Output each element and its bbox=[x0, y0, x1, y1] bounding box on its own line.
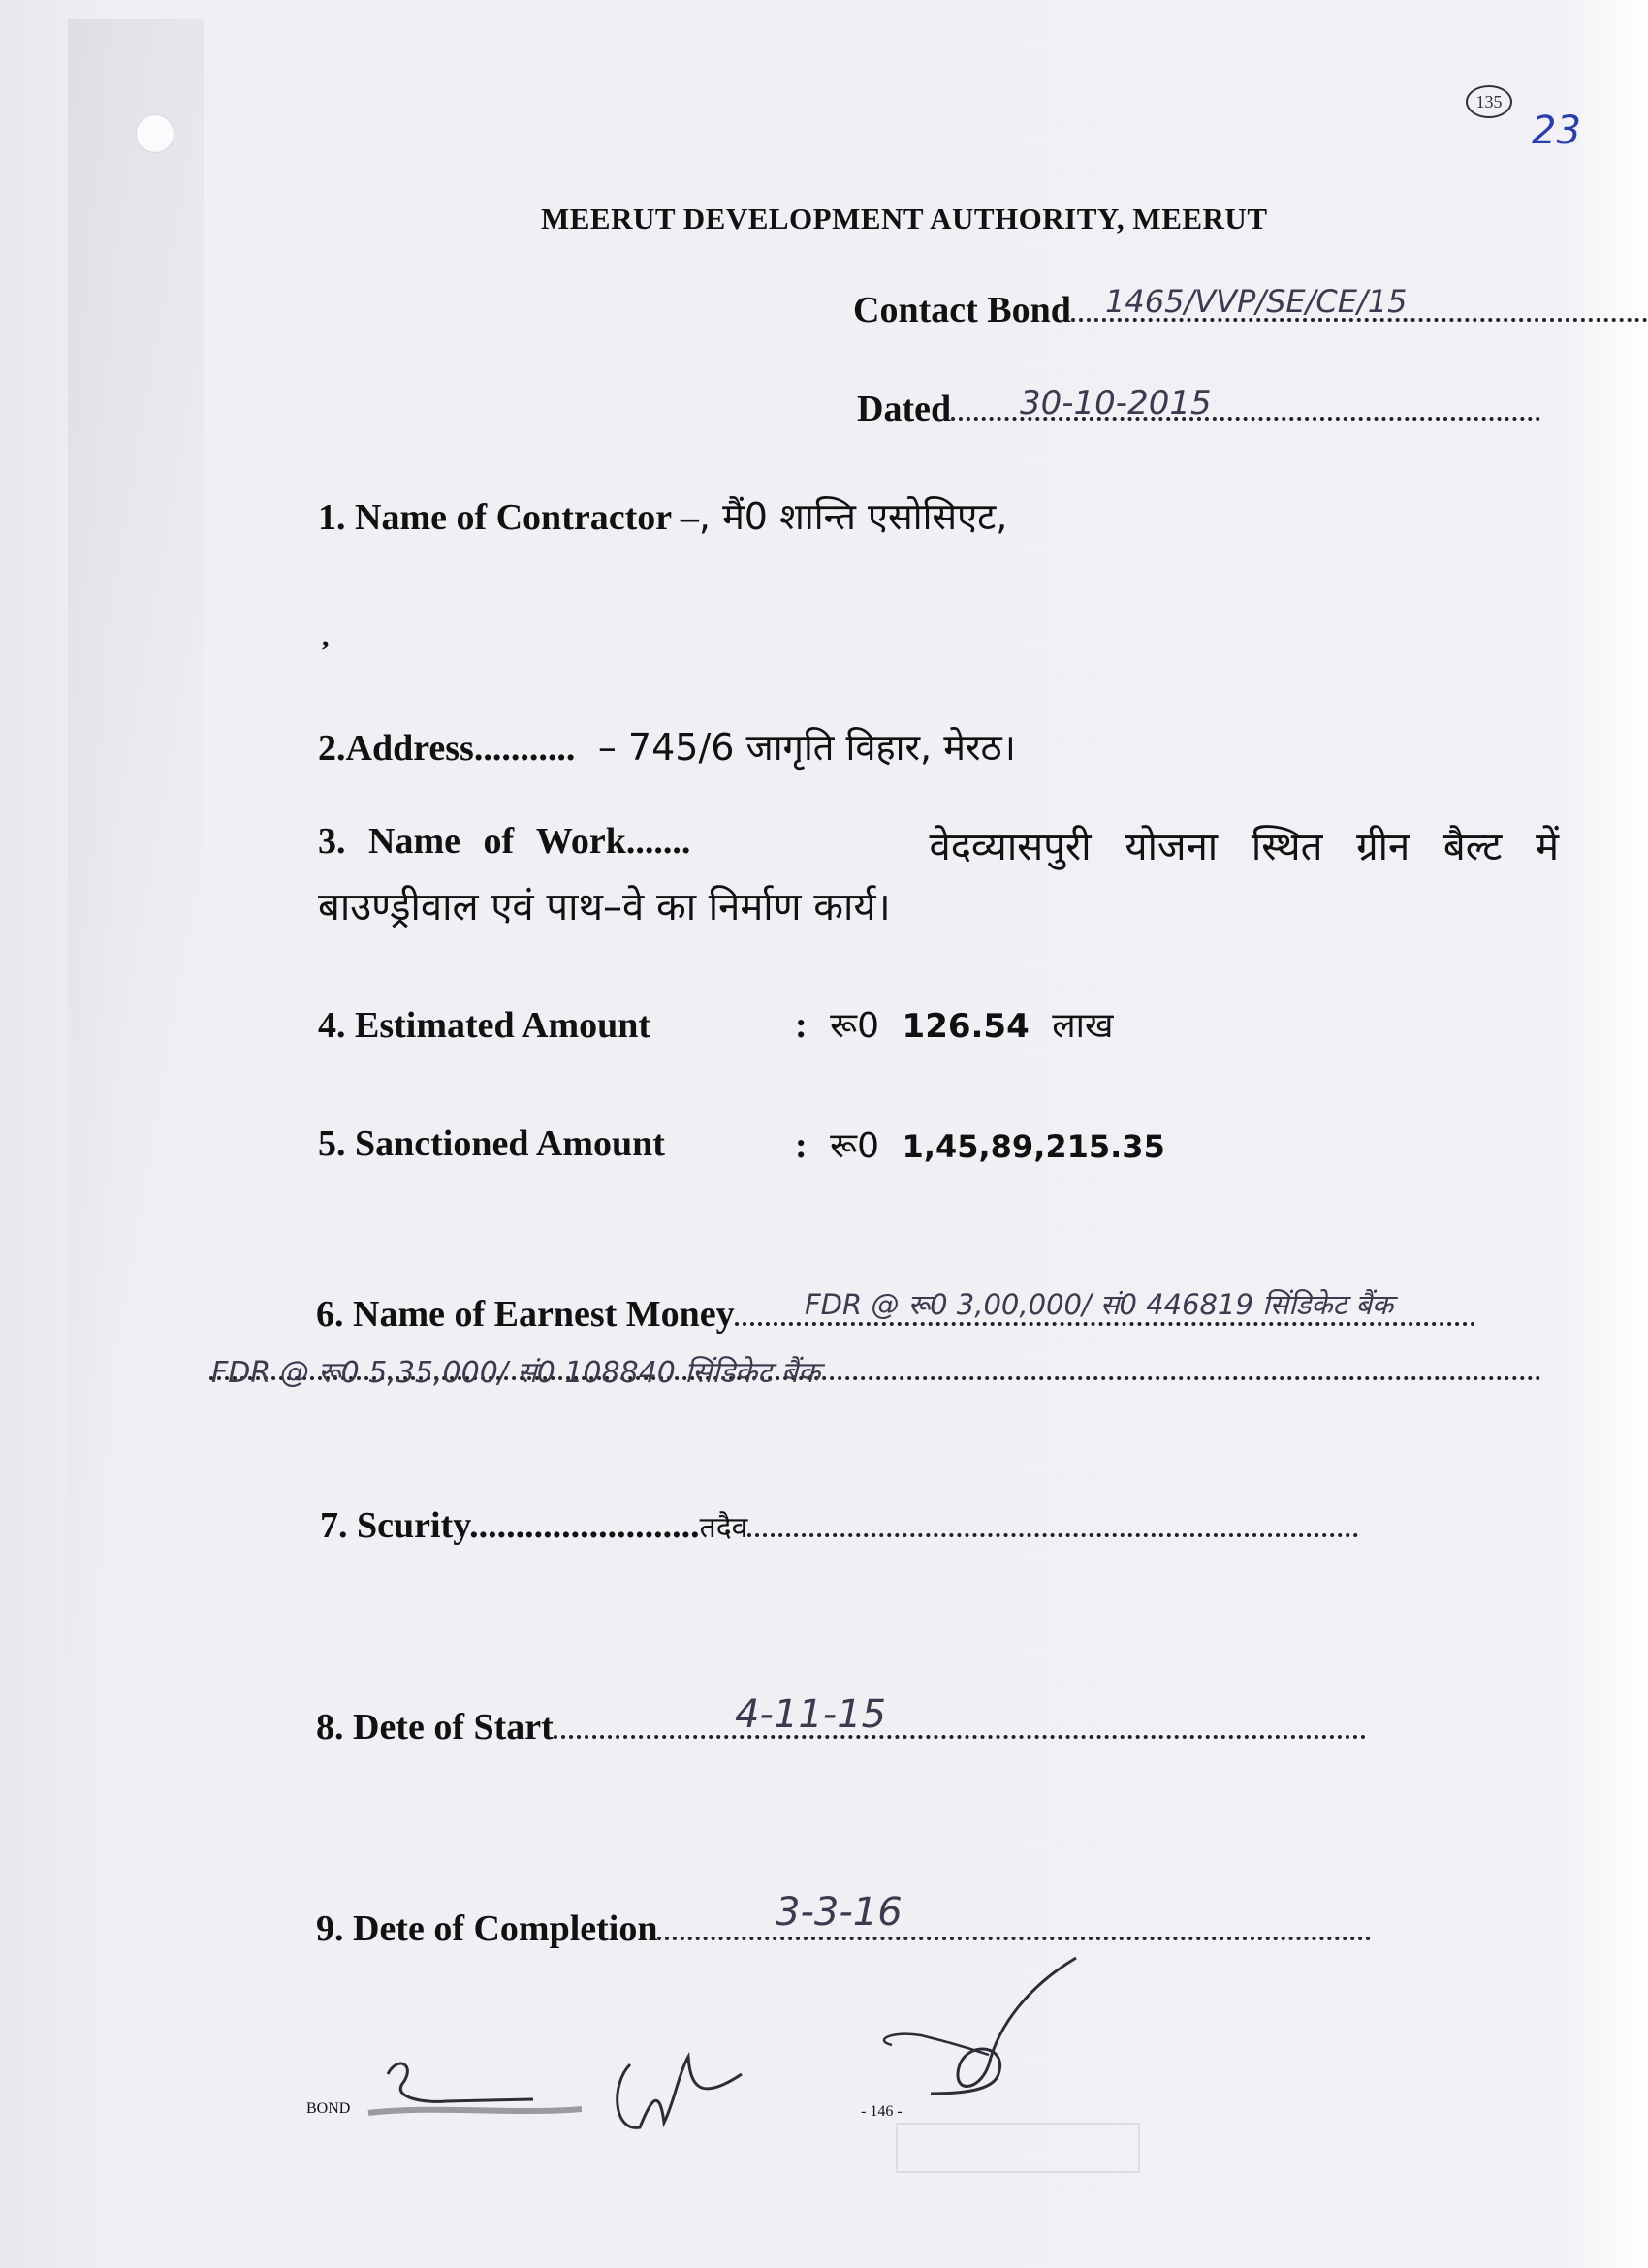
security-value: तदैव bbox=[699, 1511, 748, 1545]
address-line bbox=[318, 721, 1016, 772]
sanctioned-amount-label: 5. Sanctioned Amount bbox=[318, 1123, 665, 1164]
address-value: – 745/6 जागृति विहार, मेरठ। bbox=[597, 726, 1016, 769]
completion-date-value: 3-3-16 bbox=[776, 1890, 903, 1935]
signature-officer bbox=[853, 1948, 1105, 2113]
page-title: MEERUT DEVELOPMENT AUTHORITY, MEERUT bbox=[541, 202, 1268, 236]
stray-comma: , bbox=[322, 620, 330, 652]
currency-prefix: रू0 bbox=[830, 1006, 880, 1046]
work-value-line-2: बाउण्ड्रीवाल एवं पाथ–वे का निर्माण कार्य। bbox=[318, 885, 891, 929]
estimated-amount-line bbox=[318, 1004, 650, 1047]
page-mark bbox=[1466, 85, 1512, 118]
sanctioned-amount-value: 1,45,89,215.35 bbox=[902, 1128, 1165, 1165]
circled-page-mark: 135 bbox=[1466, 85, 1512, 118]
work-label: 3. Name of Work....... bbox=[318, 821, 691, 862]
contractor-value: , मैं0 शान्ति एसोसिएट, bbox=[698, 495, 1008, 538]
earnest-money-entry-1: FDR @ रू0 3,00,000/ सं0 446819 सिंडिकेट बैंक bbox=[805, 1288, 1394, 1321]
start-date-label: 8. Dete of Start bbox=[316, 1707, 554, 1748]
dated-label: Dated bbox=[857, 389, 952, 429]
signature-contractor bbox=[359, 2045, 766, 2152]
security-label: 7. Scurity......................... bbox=[320, 1505, 700, 1546]
dated-value: 30-10-2015 bbox=[1020, 384, 1212, 423]
dotted-leader bbox=[747, 1526, 1358, 1537]
work-line-1 bbox=[318, 820, 1559, 869]
punch-hole bbox=[136, 114, 174, 153]
contractor-label: 1. Name of Contractor – bbox=[318, 497, 699, 538]
colon: : bbox=[795, 1005, 808, 1046]
estimated-amount-value: 126.54 bbox=[902, 1007, 1030, 1046]
estimated-amount-unit: लाख bbox=[1052, 1006, 1114, 1046]
work-value-line-1: वेदव्यासपुरी योजना स्थित ग्रीन बैल्ट में bbox=[929, 825, 1559, 869]
dotted-leader bbox=[554, 1727, 1366, 1739]
contact-bond-label: Contact Bond bbox=[853, 290, 1071, 331]
dotted-leader bbox=[657, 1929, 1371, 1940]
page-mark-number: 23 bbox=[1532, 109, 1581, 153]
earnest-money-entry-2: FDR @ रू0 5,35,000/ सं0 108840 सिंडिकेट बैंक bbox=[211, 1356, 821, 1390]
estimated-amount-value-group bbox=[795, 1000, 1113, 1048]
earnest-money-label: 6. Name of Earnest Money bbox=[316, 1294, 735, 1335]
estimated-amount-label: 4. Estimated Amount bbox=[318, 1005, 651, 1046]
address-label: 2.Address........... bbox=[318, 728, 576, 769]
contractor-line bbox=[318, 490, 1007, 541]
page-fold-shadow bbox=[68, 19, 204, 2249]
colon: : bbox=[795, 1125, 808, 1166]
sanctioned-amount-line bbox=[318, 1122, 665, 1165]
completion-date-label: 9. Dete of Completion bbox=[316, 1908, 658, 1949]
currency-prefix: रू0 bbox=[830, 1126, 880, 1166]
start-date-value: 4-11-15 bbox=[735, 1692, 887, 1737]
contact-bond-value: 1465/VVP/SE/CE/15 bbox=[1105, 283, 1408, 320]
sanctioned-amount-value-group bbox=[795, 1120, 1165, 1168]
stamp-ghost bbox=[892, 2119, 1144, 2183]
bond-footer-label: BOND bbox=[306, 2100, 351, 2117]
security-line bbox=[320, 1504, 1358, 1547]
page-number: - 146 - bbox=[861, 2103, 903, 2120]
